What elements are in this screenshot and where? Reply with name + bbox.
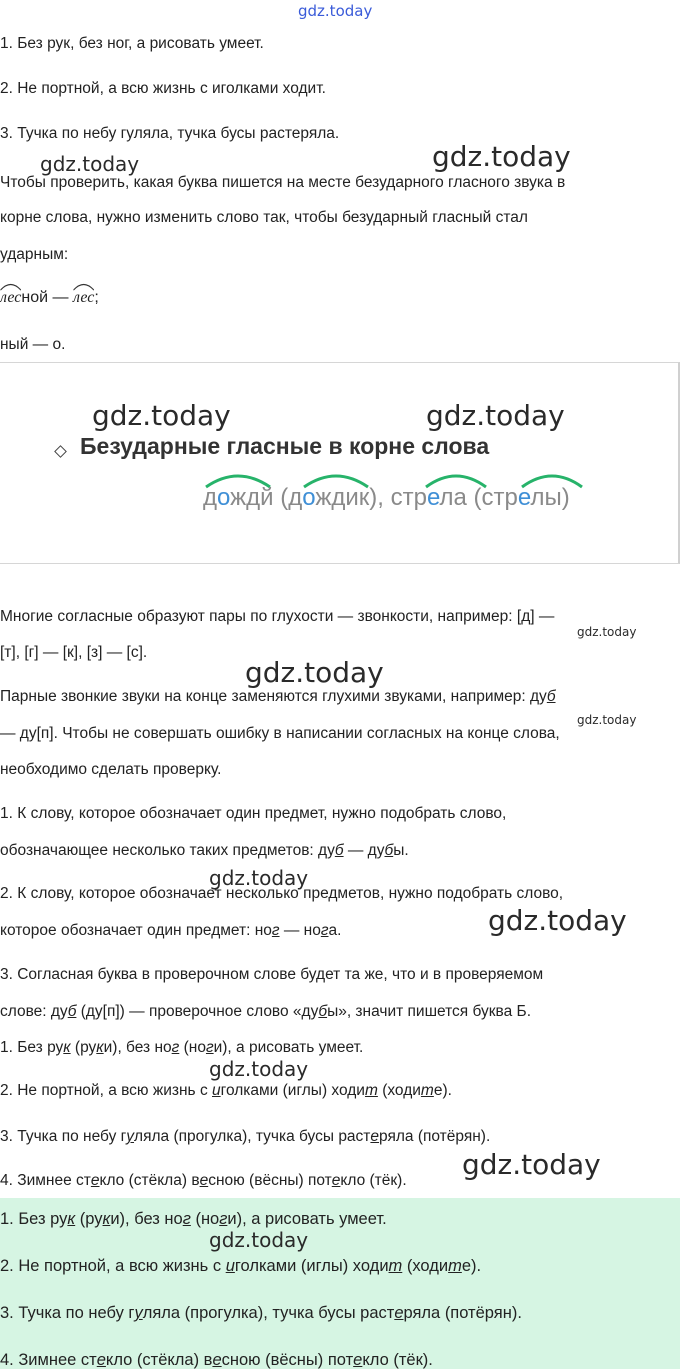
- answer-line: 4. Зимнее стекло (стёкла) весною (вёсны) потекло (тёк).: [0, 1172, 407, 1189]
- watermark: gdz.today: [209, 1228, 309, 1252]
- step-2: 2. К слову, которое обозначает несколько предметов, нужно подобрать слово,: [0, 885, 564, 902]
- rule-intro-line: Чтобы проверить, какая буква пишется на месте безударного гласного звука в: [0, 174, 566, 191]
- answer-line: 3. Тучка по небу гуляла (прогулка), тучка бусы растеряла (потёрян).: [0, 1128, 491, 1145]
- answer-block: [0, 1198, 680, 1369]
- root-arc-icon: [0, 283, 21, 291]
- watermark: gdz.today: [432, 140, 571, 173]
- root-marked-word: лес: [0, 289, 21, 307]
- watermark: gdz.today: [92, 399, 231, 432]
- watermark: gdz.today: [488, 904, 627, 937]
- answer-line: 2. Не портной, а всю жизнь с иголками (иглы) ходит (ходите).: [0, 1257, 482, 1275]
- diamond-icon: [54, 445, 67, 458]
- watermark: gdz.today: [577, 713, 637, 727]
- rule-intro-line: корне слова, нужно изменить слово так, чтобы безударный гласный стал: [0, 209, 528, 226]
- step-1: обозначающее несколько таких предметов: дуб — дубы.: [0, 842, 409, 859]
- watermark-top: gdz.today: [298, 2, 373, 20]
- root-example: лесной — лес;: [0, 289, 99, 307]
- watermark: gdz.today: [462, 1148, 601, 1181]
- answer-line: 3. Тучка по небу гуляла (прогулка), тучка бусы растеряла (потёрян).: [0, 1304, 522, 1322]
- watermark: gdz.today: [209, 1057, 309, 1081]
- riddle-2: 2. Не портной, а всю жизнь с иголками ходит.: [0, 80, 326, 97]
- consonant-text: Многие согласные образуют пары по глухости — звонкости, например: [д] —: [0, 608, 555, 625]
- riddle-1: 1. Без рук, без ног, а рисовать умеет.: [0, 35, 264, 52]
- riddle-3: 3. Тучка по небу гуляла, тучка бусы растеряла.: [0, 125, 340, 142]
- rule-example: дождй (дождик), стрела (стрелы): [203, 484, 570, 511]
- watermark: gdz.today: [40, 152, 140, 176]
- root-arc-icon: [73, 283, 94, 291]
- step-1: 1. К слову, которое обозначает один предмет, нужно подобрать слово,: [0, 805, 507, 822]
- answer-line: 1. Без рук (руки), без ног (ноги), а рисовать умеет.: [0, 1039, 364, 1056]
- watermark: gdz.today: [577, 625, 637, 639]
- consonant-text: — ду[п]. Чтобы не совершать ошибку в написании согласных на конце слова,: [0, 725, 560, 742]
- rule-intro-line: ударным:: [0, 246, 69, 263]
- answer-line: 4. Зимнее стекло (стёкла) весною (вёсны) потекло (тёк).: [0, 1351, 433, 1369]
- partial-line: ный — о.: [0, 336, 66, 353]
- step-3: слове: дуб (ду[п]) — проверочное слово «дубы», значит пишется буква Б.: [0, 1003, 532, 1020]
- watermark: gdz.today: [209, 866, 309, 890]
- root-marked-word: лес: [73, 289, 94, 307]
- step-3: 3. Согласная буква в проверочном слове будет та же, что и в проверяемом: [0, 966, 544, 983]
- answer-line: 1. Без рук (руки), без ног (ноги), а рисовать умеет.: [0, 1210, 387, 1228]
- consonant-text: [т], [г] — [к], [з] — [с].: [0, 644, 148, 661]
- rule-panel: [0, 362, 680, 564]
- watermark: gdz.today: [426, 399, 565, 432]
- consonant-text: необходимо сделать проверку.: [0, 761, 222, 778]
- watermark: gdz.today: [245, 656, 384, 689]
- rule-title: Безударные гласные в корне слова: [80, 433, 490, 459]
- answer-line: 2. Не портной, а всю жизнь с иголками (иглы) ходит (ходите).: [0, 1082, 452, 1099]
- step-2: которое обозначает один предмет: ног — нога.: [0, 922, 342, 939]
- consonant-text: Парные звонкие звуки на конце заменяются глухими звуками, например: дуб: [0, 688, 556, 705]
